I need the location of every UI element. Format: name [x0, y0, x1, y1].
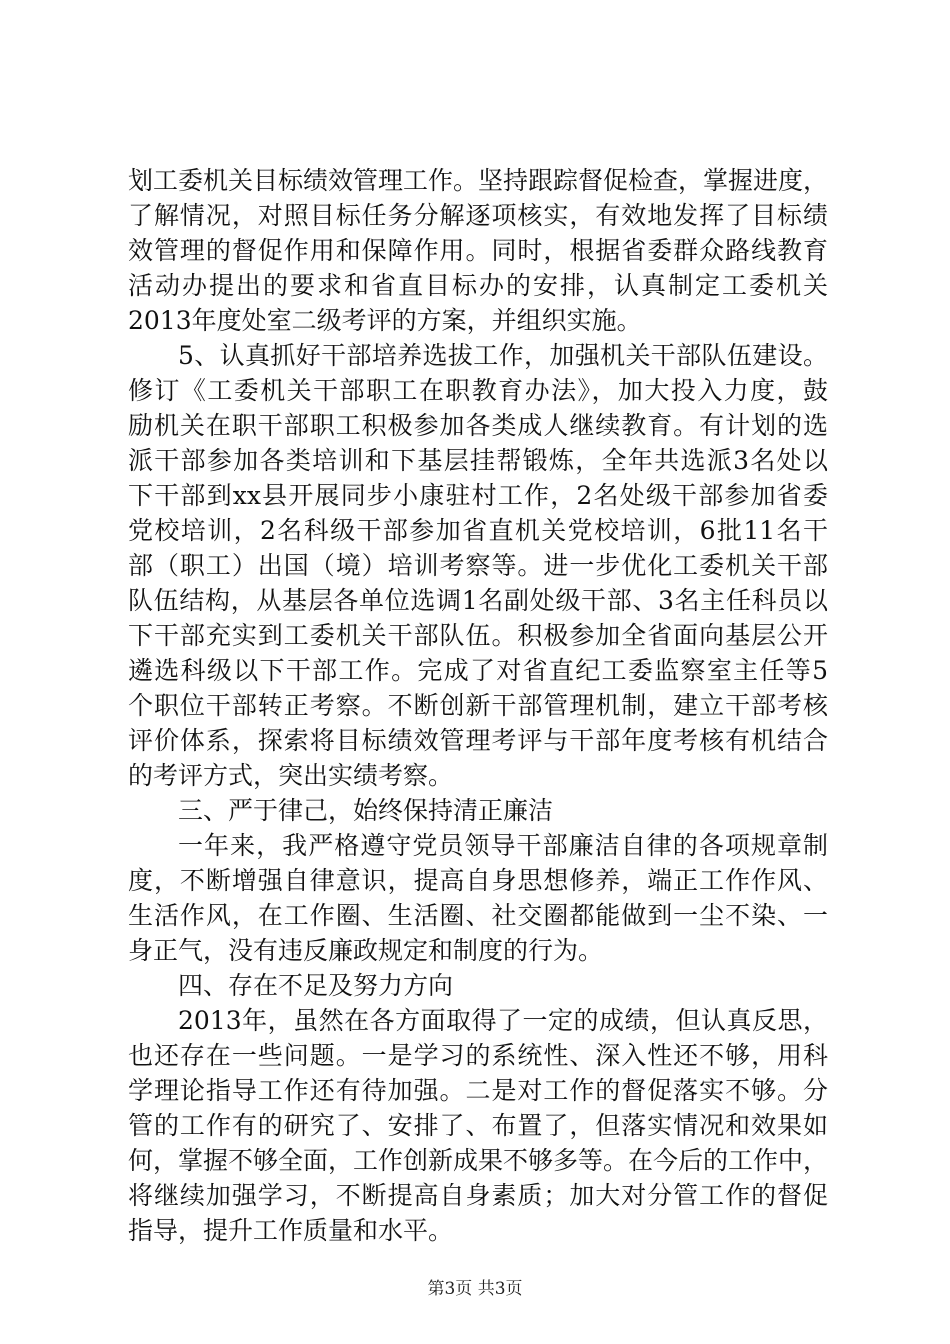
text-line: 也还存在一些问题。一是学习的系统性、深入性还不够，用科 [128, 1041, 828, 1070]
text-line: 了解情况，对照目标任务分解逐项核实，有效地发挥了目标绩 [128, 201, 828, 230]
text-line: 队伍结构，从基层各单位选调1名副处级干部、3名主任科员以 [128, 586, 828, 615]
text-line: 将继续加强学习，不断提高自身素质；加大对分管工作的督促 [128, 1181, 828, 1210]
text-line: 党校培训，2名科级干部参加省直机关党校培训，6批11名干 [128, 516, 828, 545]
text-line: 部（职工）出国（境）培训考察等。进一步优化工委机关干部 [128, 551, 828, 580]
text-line: 一年来，我严格遵守党员领导干部廉洁自律的各项规章制 [178, 831, 828, 860]
text-line: 的考评方式，突出实绩考察。 [128, 761, 454, 790]
text-line: 下干部充实到工委机关干部队伍。积极参加全省面向基层公开 [128, 621, 828, 650]
text-line: 2013年，虽然在各方面取得了一定的成绩，但认真反思， [178, 1006, 828, 1035]
text-line: 5、认真抓好干部培养选拔工作，加强机关干部队伍建设。 [178, 341, 828, 370]
text-line: 学理论指导工作还有待加强。二是对工作的督促落实不够。分 [128, 1076, 828, 1105]
text-line: 2013年度处室二级考评的方案，并组织实施。 [128, 306, 642, 335]
text-line: 个职位干部转正考察。不断创新干部管理机制，建立干部考核 [128, 691, 828, 720]
text-line: 下干部到xx县开展同步小康驻村工作，2名处级干部参加省委 [128, 481, 828, 510]
text-line: 活动办提出的要求和省直目标办的安排，认真制定工委机关 [128, 271, 828, 300]
text-line: 派干部参加各类培训和下基层挂帮锻炼，全年共选派3名处以 [128, 446, 828, 475]
text-line: 管的工作有的研究了、安排了、布置了，但落实情况和效果如 [128, 1111, 828, 1140]
text-line: 度，不断增强自律意识，提高自身思想修养，端正工作作风、 [128, 866, 828, 895]
text-line: 评价体系，探索将目标绩效管理考评与干部年度考核有机结合 [128, 726, 828, 755]
text-line: 生活作风，在工作圈、生活圈、社交圈都能做到一尘不染、一 [128, 901, 828, 930]
text-line: 划工委机关目标绩效管理工作。坚持跟踪督促检查，掌握进度， [128, 166, 829, 195]
text-line: 指导，提升工作质量和水平。 [128, 1216, 454, 1245]
text-line: 效管理的督促作用和保障作用。同时，根据省委群众路线教育 [128, 236, 828, 265]
text-line: 修订《工委机关干部职工在职教育办法》，加大投入力度，鼓 [128, 376, 828, 405]
text-line: 何，掌握不够全面，工作创新成果不够多等。在今后的工作中， [128, 1146, 829, 1175]
text-line: 四、存在不足及努力方向 [178, 971, 454, 1000]
document-body [128, 163, 828, 1248]
text-line: 身正气，没有违反廉政规定和制度的行为。 [128, 936, 604, 965]
text-line: 励机关在职干部职工积极参加各类成人继续教育。有计划的选 [128, 411, 828, 440]
page-footer: 第3页 共3页 [427, 1279, 523, 1299]
text-line: 遴选科级以下干部工作。完成了对省直纪工委监察室主任等5 [128, 656, 828, 685]
text-line: 三、严于律己，始终保持清正廉洁 [178, 796, 554, 825]
